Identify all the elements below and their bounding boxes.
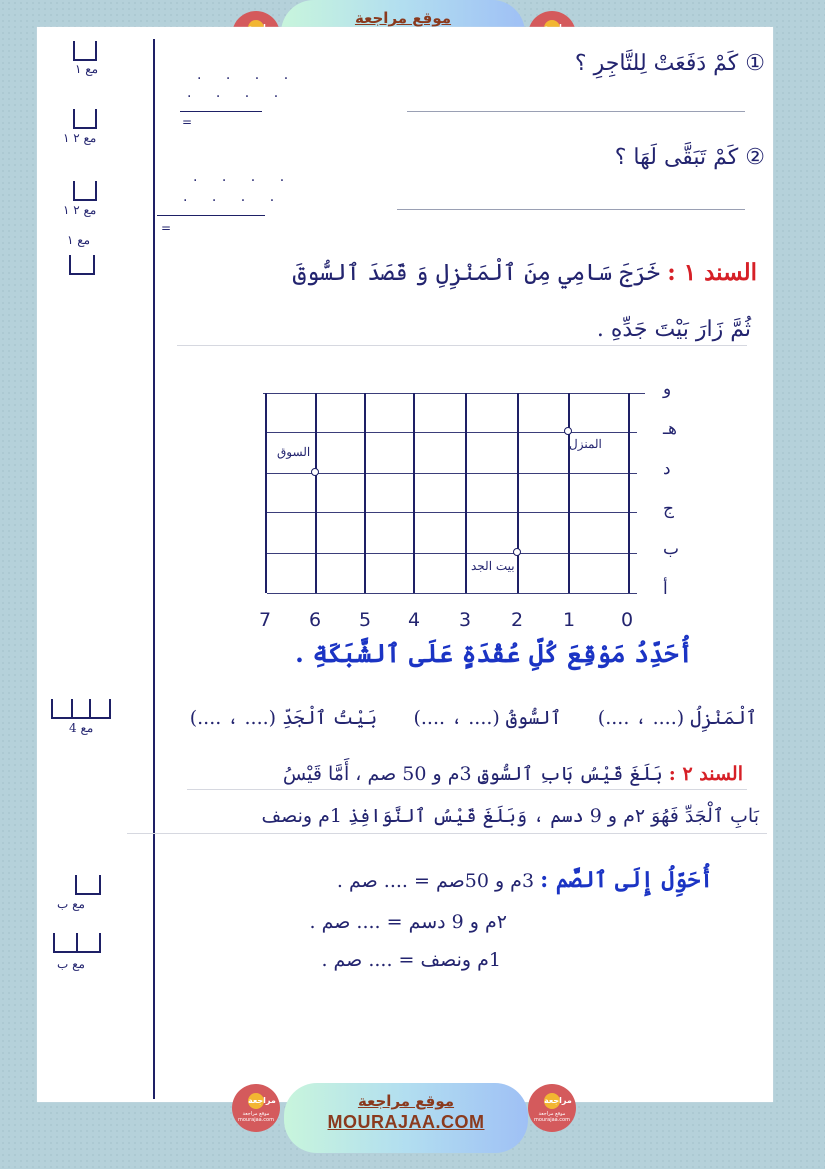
answer-grandfather-blank[interactable]: (.... ، ....) [189, 707, 277, 729]
logo-caption: موقع مراجعة mourajaa.com [533, 1111, 570, 1123]
rule-sanad-2b [127, 833, 767, 834]
grid-row-jim [267, 512, 637, 513]
sanad-2-line-1 [283, 763, 743, 785]
sanad-1-line-2: ثُمَّ زَارَ بَيْتَ جَدِّهِ . [596, 317, 751, 342]
answer-line-1 [407, 111, 745, 112]
grid-row-ha [267, 432, 637, 433]
score-box-3 [73, 181, 97, 201]
logo-left-bottom [232, 1084, 280, 1132]
banner-arabic: موقع مراجعة [354, 9, 452, 27]
grid-col-7 [265, 393, 267, 593]
question-2: ② كَمْ تَبَقَّى لَهَا ؟ [614, 145, 765, 170]
y-tick-waw: و [663, 379, 672, 399]
margin-line [153, 39, 155, 1099]
score-box-4 [69, 255, 95, 275]
answer-home-label: ٱلْمَنْزِلُ [690, 707, 757, 729]
y-tick-alif: أ [663, 579, 668, 599]
grid-col-6 [315, 393, 317, 593]
score-label-6: مع ب [57, 897, 85, 911]
logo-right-bottom [528, 1084, 576, 1132]
calc-line-1 [180, 111, 262, 112]
score-box-2 [73, 109, 97, 129]
rule-sanad-2a [187, 789, 747, 790]
calc-dots-1b: . . . . [187, 85, 289, 101]
answer-grandfather-label: بَيْتُ ٱلْجَدِّ [282, 707, 378, 729]
point-grandfather-house [513, 548, 521, 556]
score-box-5 [51, 699, 111, 719]
calc-eq-1: = [182, 115, 193, 129]
banner-latin: MOURAJAA.COM [327, 1112, 485, 1132]
grid-row-alif [267, 593, 637, 594]
grid-row-ba [267, 553, 637, 554]
banner-arabic: موقع مراجعة [357, 1092, 455, 1110]
y-tick-jim: ج [663, 499, 674, 519]
sanad-2-label: السند ٢ : [668, 763, 743, 785]
site-banner-bottom[interactable] [284, 1083, 528, 1153]
grid-col-5 [364, 393, 366, 593]
score-box-7 [53, 933, 101, 953]
sanad-1-line-1 [293, 259, 757, 286]
y-tick-dal: د [663, 459, 671, 479]
x-tick-6: 6 [309, 609, 322, 631]
book-icon: مراجعة [248, 1093, 264, 1109]
label-home: المنزل [569, 437, 602, 451]
score-label-2: مع ٢ ١ [63, 131, 97, 145]
answer-market-label: ٱلسُّوقُ [505, 707, 562, 729]
conversion-2[interactable]: ٢م و 9 دسم = .... صم . [309, 911, 507, 933]
book-icon: مراجعة [544, 1093, 560, 1109]
task-1-answers [190, 707, 757, 729]
sanad-1-text: خَرَجَ سَامِي مِنَ ٱلْمَنْزِلِ وَ قَصَدَ ٱلسُّوقَ [292, 260, 660, 286]
calc-line-2 [157, 215, 265, 216]
conversion-3[interactable]: 1م ونصف = .... صم . [321, 949, 501, 971]
task-1-heading: أُحَدِّدُ مَوْقِعَ كُلِّ عُقْدَةٍ عَلَى ٱلشَّبَكَةِ . [295, 639, 693, 668]
score-box-6 [75, 875, 101, 895]
x-tick-7: 7 [259, 609, 272, 631]
task-2-line-1 [337, 867, 713, 893]
calc-dots-2b: . . . . [183, 189, 285, 205]
score-label-4: مع ١ [67, 233, 91, 247]
x-tick-1: 1 [563, 609, 576, 631]
grid-row-waw [263, 393, 645, 394]
sanad-1-label: السند ١ : [667, 259, 757, 286]
answer-grandfather [190, 707, 378, 729]
calc-dots-1a: . . . . [197, 67, 299, 83]
y-tick-ha: هـ [663, 419, 677, 439]
score-label-3: مع ٢ ١ [63, 203, 97, 217]
x-tick-0: 0 [621, 609, 634, 631]
calc-eq-2: = [161, 221, 172, 235]
answer-market [407, 707, 561, 729]
conversion-1[interactable]: 3م و 50صم = .... صم . [336, 870, 535, 892]
grid-col-2 [517, 393, 519, 593]
grid-col-1 [568, 393, 570, 593]
score-label-7: مع ب [57, 957, 85, 971]
answer-home [592, 707, 757, 729]
x-tick-2: 2 [511, 609, 524, 631]
answer-line-2 [397, 209, 745, 210]
task-2-heading: أُحَوِّلُ إِلَى ٱلصَّم : [540, 867, 713, 893]
answer-home-blank[interactable]: (.... ، ....) [597, 707, 685, 729]
grid-row-dal [267, 473, 637, 474]
calc-dots-2a: . . . . [193, 169, 295, 185]
coordinate-grid [259, 379, 683, 637]
y-tick-ba: ب [663, 539, 680, 559]
point-home [564, 427, 572, 435]
point-market [311, 468, 319, 476]
grid-col-0 [628, 393, 630, 593]
worksheet-page [37, 27, 773, 1102]
sanad-2-line-2: بَابِ ٱلْجَدِّ فَهُوَ ٢م و 9 دسم ، وَبَلَغَ قَيْسُ ٱلنَّوَافِذِ 1م ونصف [261, 805, 759, 827]
x-tick-5: 5 [359, 609, 372, 631]
question-1: ① كَمْ دَفَعَتْ لِلتَّاجِرِ ؟ [574, 51, 765, 76]
logo-caption: موقع مراجعة mourajaa.com [237, 1111, 274, 1123]
answer-market-blank[interactable]: (.... ، ....) [413, 707, 500, 729]
x-tick-3: 3 [459, 609, 472, 631]
label-grandfather-house: بيت الجد [471, 559, 515, 573]
x-tick-4: 4 [408, 609, 421, 631]
grid-col-4 [413, 393, 415, 593]
score-label-5: مع 4 [69, 721, 94, 735]
grid-col-3 [465, 393, 467, 593]
score-box-1 [73, 41, 97, 61]
rule-sanad-1 [177, 345, 747, 346]
label-market: السوق [277, 445, 311, 459]
sanad-2-text: بَلَغَ قَيْسُ بَابِ ٱلسُّوقِ 3م و 50 صم ، أَمَّا قَيْسُ [282, 763, 663, 785]
score-label-1: مع ١ [75, 62, 99, 76]
